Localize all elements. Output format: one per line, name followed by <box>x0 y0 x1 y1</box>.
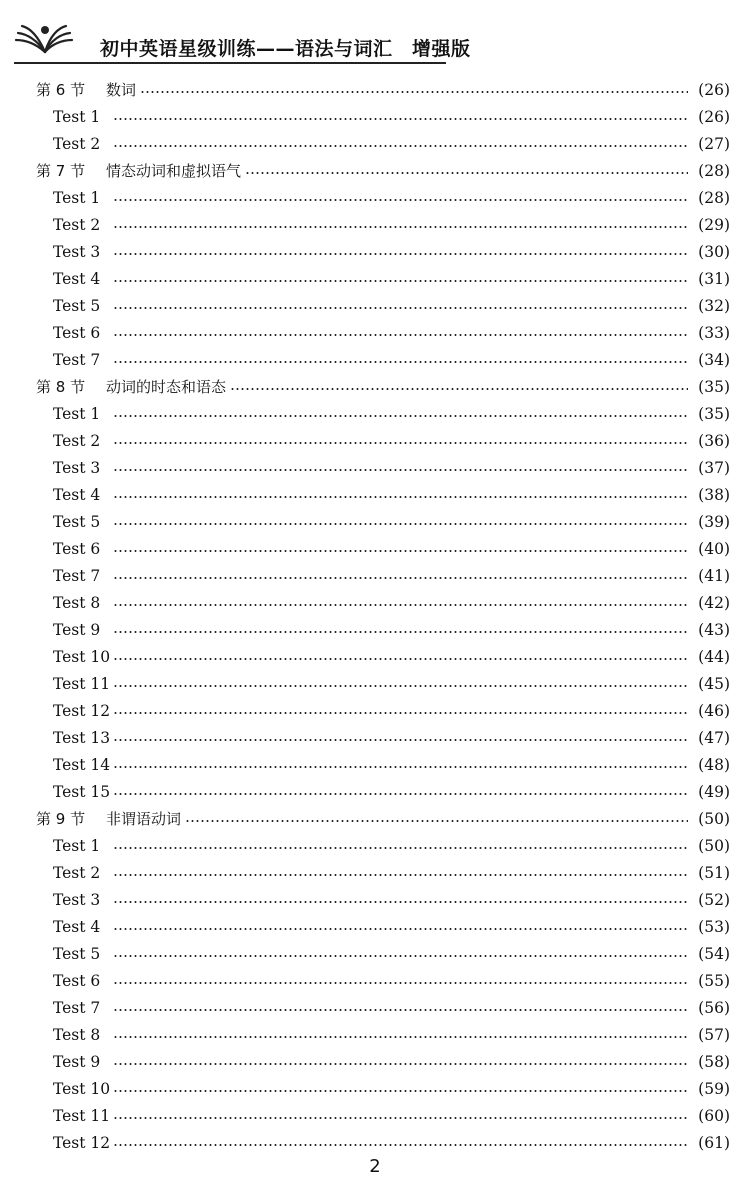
page-ref: (41) <box>698 567 730 585</box>
dot-leader <box>113 901 688 903</box>
toc-test-row[interactable] <box>0 941 750 968</box>
toc-test-row[interactable] <box>0 536 750 563</box>
toc-test-row[interactable] <box>0 1076 750 1103</box>
page-ref: (33) <box>698 324 730 342</box>
toc-test-row[interactable] <box>0 779 750 806</box>
toc-test-row[interactable] <box>0 455 750 482</box>
test-label: Test 2 <box>53 135 101 153</box>
test-label: Test 7 <box>53 999 101 1017</box>
dot-leader <box>113 739 688 741</box>
dot-leader <box>113 631 688 633</box>
book-title: 初中英语星级训练——语法与词汇 增强版 <box>100 38 471 60</box>
page-ref: (47) <box>698 729 730 747</box>
page-ref: (54) <box>698 945 730 963</box>
page-ref: (36) <box>698 432 730 450</box>
toc-test-row[interactable] <box>0 617 750 644</box>
toc-test-row[interactable] <box>0 509 750 536</box>
page-ref: (26) <box>698 108 730 126</box>
toc-test-row[interactable] <box>0 320 750 347</box>
page-ref: (27) <box>698 135 730 153</box>
dot-leader <box>113 604 688 606</box>
page-ref: (60) <box>698 1107 730 1125</box>
toc-test-row[interactable] <box>0 347 750 374</box>
toc-test-row[interactable] <box>0 293 750 320</box>
test-label: Test 3 <box>53 891 101 909</box>
dot-leader <box>113 847 688 849</box>
section-heading <box>36 374 226 401</box>
section-heading <box>36 806 181 833</box>
dot-leader <box>113 766 688 768</box>
test-label: Test 7 <box>53 567 101 585</box>
page-ref: (53) <box>698 918 730 936</box>
dot-leader <box>113 955 688 957</box>
dot-leader <box>113 415 688 417</box>
test-label: Test 9 <box>53 1053 101 1071</box>
toc-test-row[interactable] <box>0 401 750 428</box>
test-label: Test 11 <box>53 675 111 693</box>
page-ref: (35) <box>698 378 730 396</box>
toc-test-row[interactable] <box>0 995 750 1022</box>
page-ref: (34) <box>698 351 730 369</box>
toc-test-row[interactable] <box>0 1049 750 1076</box>
dot-leader <box>113 118 688 120</box>
dot-leader <box>185 820 688 822</box>
toc-test-row[interactable] <box>0 131 750 158</box>
dot-leader <box>113 145 688 147</box>
dot-leader <box>113 1117 688 1119</box>
section-title: 情态动词和虚拟语气 <box>106 162 242 180</box>
dot-leader <box>113 496 688 498</box>
test-label: Test 12 <box>53 1134 111 1152</box>
page-ref: (55) <box>698 972 730 990</box>
test-label: Test 1 <box>53 108 101 126</box>
toc-test-row[interactable] <box>0 266 750 293</box>
page-ref: (49) <box>698 783 730 801</box>
dot-leader <box>245 172 688 174</box>
page-ref: (39) <box>698 513 730 531</box>
test-label: Test 12 <box>53 702 111 720</box>
test-label: Test 6 <box>53 324 101 342</box>
table-of-contents <box>0 77 750 1157</box>
page-ref: (40) <box>698 540 730 558</box>
dot-leader <box>113 874 688 876</box>
page-ref: (30) <box>698 243 730 261</box>
test-label: Test 13 <box>53 729 111 747</box>
page-ref: (46) <box>698 702 730 720</box>
toc-test-row[interactable] <box>0 833 750 860</box>
test-label: Test 4 <box>53 918 101 936</box>
dot-leader <box>113 253 688 255</box>
dot-leader <box>113 199 688 201</box>
test-label: Test 5 <box>53 513 101 531</box>
toc-test-row[interactable] <box>0 671 750 698</box>
page-ref: (57) <box>698 1026 730 1044</box>
toc-test-row[interactable] <box>0 563 750 590</box>
section-heading <box>36 158 241 185</box>
section-heading <box>36 77 136 104</box>
toc-test-row[interactable] <box>0 212 750 239</box>
toc-test-row[interactable] <box>0 725 750 752</box>
page-ref: (38) <box>698 486 730 504</box>
dot-leader <box>113 1009 688 1011</box>
test-label: Test 14 <box>53 756 111 774</box>
test-label: Test 10 <box>53 648 111 666</box>
test-label: Test 15 <box>53 783 111 801</box>
toc-test-row[interactable] <box>0 239 750 266</box>
test-label: Test 7 <box>53 351 101 369</box>
test-label: Test 3 <box>53 459 101 477</box>
dot-leader <box>113 361 688 363</box>
dot-leader <box>113 685 688 687</box>
toc-test-row[interactable] <box>0 104 750 131</box>
test-label: Test 6 <box>53 972 101 990</box>
dot-leader <box>113 226 688 228</box>
toc-test-row[interactable] <box>0 590 750 617</box>
toc-test-row[interactable] <box>0 482 750 509</box>
section-title: 动词的时态和语态 <box>106 378 227 396</box>
page-ref: (37) <box>698 459 730 477</box>
page-ref: (28) <box>698 162 730 180</box>
dot-leader <box>113 334 688 336</box>
open-book-wings-icon <box>14 18 76 56</box>
page-ref: (59) <box>698 1080 730 1098</box>
test-label: Test 4 <box>53 486 101 504</box>
toc-test-row[interactable] <box>0 887 750 914</box>
page-ref: (51) <box>698 864 730 882</box>
page-ref: (43) <box>698 621 730 639</box>
toc-test-row[interactable] <box>0 1022 750 1049</box>
dot-leader <box>113 1063 688 1065</box>
test-label: Test 8 <box>53 1026 101 1044</box>
test-label: Test 8 <box>53 594 101 612</box>
dot-leader <box>113 712 688 714</box>
test-label: Test 3 <box>53 243 101 261</box>
page-ref: (32) <box>698 297 730 315</box>
page-ref: (26) <box>698 81 730 99</box>
dot-leader <box>140 91 688 93</box>
toc-test-row[interactable] <box>0 428 750 455</box>
page-ref: (31) <box>698 270 730 288</box>
dot-leader <box>113 1090 688 1092</box>
dot-leader <box>113 523 688 525</box>
test-label: Test 9 <box>53 621 101 639</box>
test-label: Test 5 <box>53 297 101 315</box>
toc-test-row[interactable] <box>0 752 750 779</box>
page-header <box>14 16 471 64</box>
section-number: 第 9 节 <box>36 810 86 828</box>
page-ref: (61) <box>698 1134 730 1152</box>
toc-test-row[interactable] <box>0 1103 750 1130</box>
page-ref: (44) <box>698 648 730 666</box>
toc-test-row[interactable] <box>0 644 750 671</box>
section-number: 第 7 节 <box>36 162 86 180</box>
section-title: 非谓语动词 <box>106 810 182 828</box>
page-ref: (29) <box>698 216 730 234</box>
section-number: 第 6 节 <box>36 81 86 99</box>
dot-leader <box>113 1036 688 1038</box>
dot-leader <box>113 442 688 444</box>
dot-leader <box>113 658 688 660</box>
page-ref: (50) <box>698 810 730 828</box>
dot-leader <box>113 793 688 795</box>
test-label: Test 1 <box>53 189 101 207</box>
test-label: Test 2 <box>53 432 101 450</box>
test-label: Test 2 <box>53 216 101 234</box>
section-number: 第 8 节 <box>36 378 86 396</box>
section-title: 数词 <box>106 81 137 99</box>
test-label: Test 10 <box>53 1080 111 1098</box>
test-label: Test 11 <box>53 1107 111 1125</box>
page-ref: (42) <box>698 594 730 612</box>
toc-test-row[interactable] <box>0 968 750 995</box>
page-ref: (50) <box>698 837 730 855</box>
dot-leader <box>113 982 688 984</box>
toc-section-row[interactable] <box>0 158 750 185</box>
test-label: Test 5 <box>53 945 101 963</box>
toc-test-row[interactable] <box>0 1130 750 1157</box>
test-label: Test 2 <box>53 864 101 882</box>
toc-section-row[interactable] <box>0 77 750 104</box>
page-ref: (45) <box>698 675 730 693</box>
page-ref: (35) <box>698 405 730 423</box>
test-label: Test 6 <box>53 540 101 558</box>
toc-test-row[interactable] <box>0 914 750 941</box>
page-ref: (56) <box>698 999 730 1017</box>
dot-leader <box>230 388 688 390</box>
page-ref: (52) <box>698 891 730 909</box>
dot-leader <box>113 1144 688 1146</box>
page-ref: (58) <box>698 1053 730 1071</box>
test-label: Test 1 <box>53 405 101 423</box>
test-label: Test 1 <box>53 837 101 855</box>
dot-leader <box>113 469 688 471</box>
dot-leader <box>113 280 688 282</box>
page-ref: (48) <box>698 756 730 774</box>
test-label: Test 4 <box>53 270 101 288</box>
dot-leader <box>113 307 688 309</box>
toc-test-row[interactable] <box>0 698 750 725</box>
dot-leader <box>113 577 688 579</box>
toc-section-row[interactable] <box>0 374 750 401</box>
toc-test-row[interactable] <box>0 185 750 212</box>
dot-leader <box>113 928 688 930</box>
page-number: 2 <box>369 1156 381 1177</box>
page-ref: (28) <box>698 189 730 207</box>
toc-test-row[interactable] <box>0 860 750 887</box>
toc-section-row[interactable] <box>0 806 750 833</box>
dot-leader <box>113 550 688 552</box>
